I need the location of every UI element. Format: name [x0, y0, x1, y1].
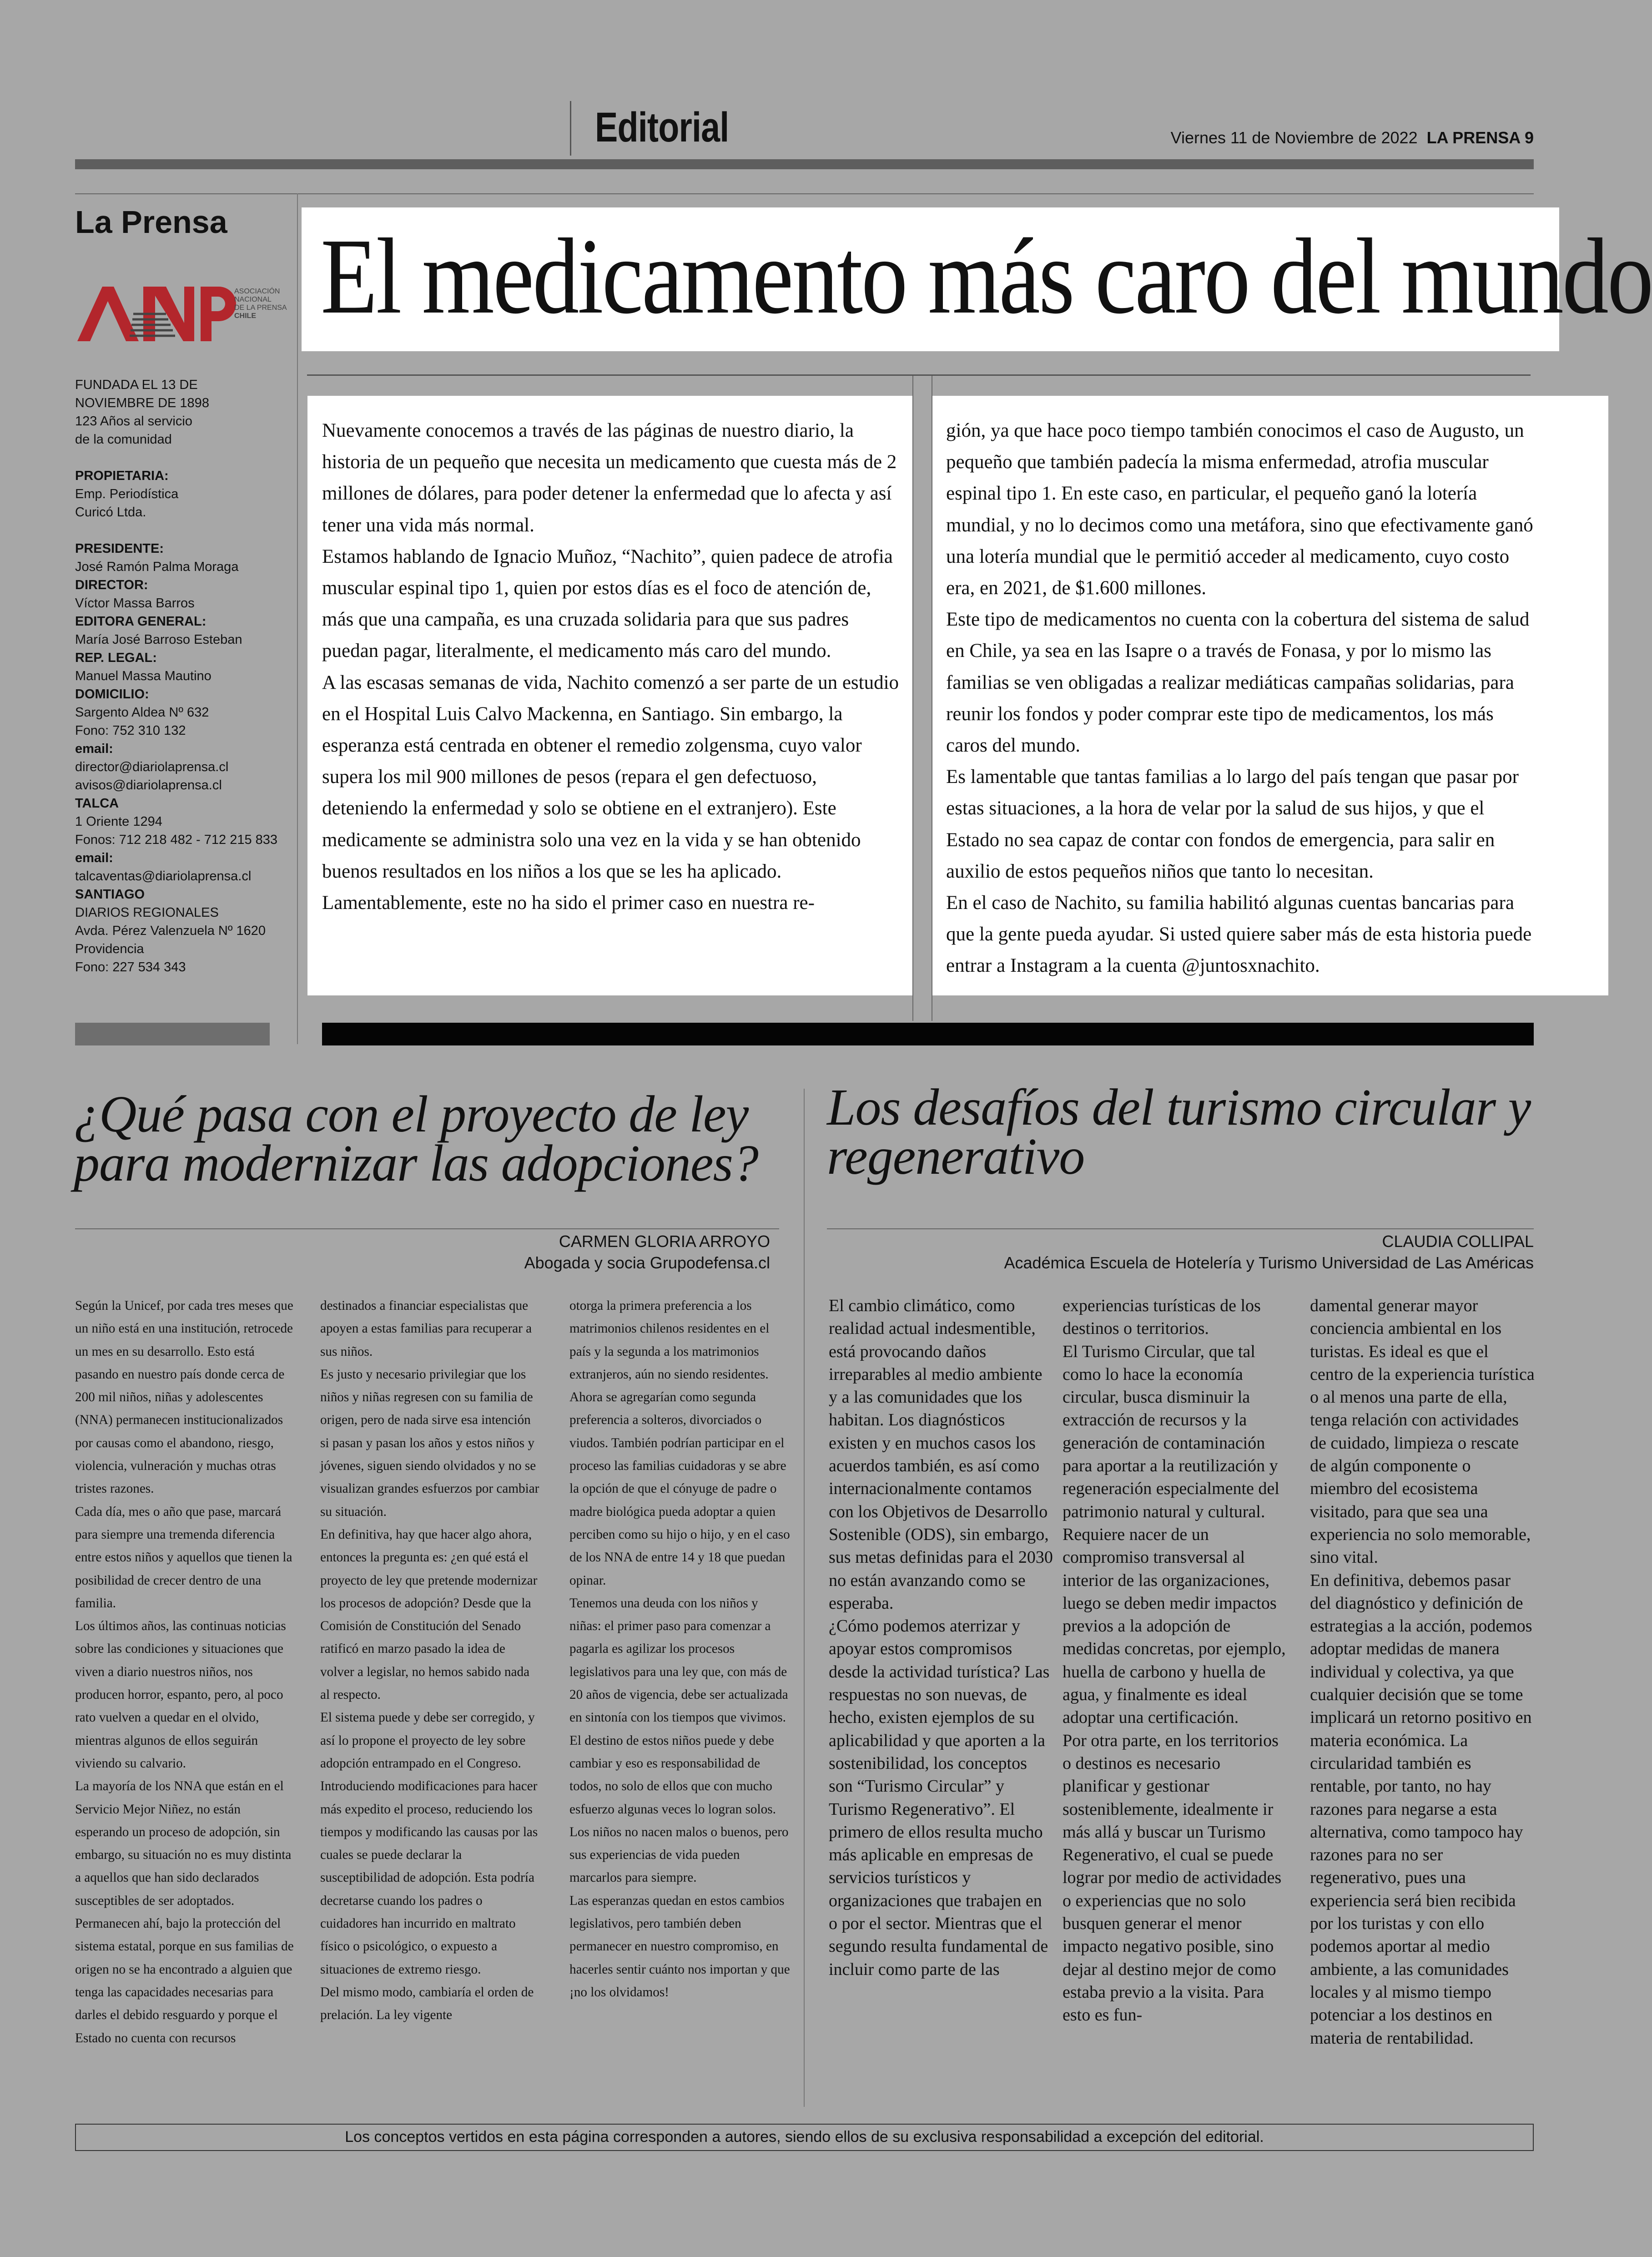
info-line: Avda. Pérez Valenzuela Nº 1620 — [75, 924, 266, 938]
paragraph: Es justo y necesario privilegiar que los niños y niñas regresen con su familia de origen, pero de nada sirve esa intención si pasan y pasan los años y estos niños y jóvenes, siguen siendo olvidados y no se visualizan grandes esfuerzos por cambiar su situación. — [320, 1367, 539, 1519]
editorial-bottom-bar — [322, 1023, 1534, 1045]
paragraph: El cambio climático, como realidad actual indesmentible, está provocando daños irreparables al medio ambiente y a las comunidades que los habitan. Los diagnósticos existen y en muchos casos los acuerdos también, es así como internacionalmente contamos con los Objetivos de Desarrollo Sostenible (ODS), sin embargo, sus metas definidas para el 2030 no están avanzando como se esperaba. — [829, 1296, 1053, 1613]
paragraph: destinados a financiar especialistas que apoyen a estas familias para recuperar a sus niños. — [320, 1298, 532, 1359]
masthead-info — [75, 376, 282, 976]
paragraph: Es lamentable que tantas familias a lo largo del país tengan que pasar por estas situaciones, a la hora de velar por la salud de sus hijos, y que el Estado no sea capaz de contar con fondos de emergencia, para salir en auxilio de estos pequeños niños que tanto lo necesitan. — [946, 766, 1519, 882]
masthead-grey-bar — [75, 1023, 270, 1045]
header-date-line — [1171, 128, 1534, 147]
masthead-divider — [297, 193, 298, 1044]
email-link[interactable]: director@diariolaprensa.cl — [75, 760, 229, 774]
header-divider — [570, 101, 571, 156]
info-label: EDITORA GENERAL: — [75, 614, 206, 629]
logo-line-2: NACIONAL — [234, 296, 272, 303]
paragraph: ¿Cómo podemos aterrizar y apoyar estos compromisos desde la actividad turística? Las respuestas no son nuevas, de hecho, existen ejemplos de su aplicabilidad y que aporten a la sostenibilidad, los conceptos son “Turismo Circular” y Turismo Regenerativo”. El primero de ellos resulta mucho más aplicable en empresas de servicios turísticos y organizaciones que trabajen en o por el sector. Mientras que el segundo resulta fundamental de incluir como parte de las — [829, 1616, 1050, 1979]
paragraph: gión, ya que hace poco tiempo también conocimos el caso de Augusto, un pequeño que también padecía la misma enfermedad, atrofia muscular espinal tipo 1. En este caso, en particular, el pequeño ganó la lotería mundial, y no lo decimos como una metáfora, sino que efectivamente ganó una lotería mundial que le permitió acceder al medicamento, cuyo costo era, en 2021, de $1.600 millones. — [946, 420, 1533, 599]
info-line: 123 Años al servicio — [75, 414, 192, 429]
info-line: Manuel Massa Mautino — [75, 669, 212, 683]
owner-block — [75, 467, 282, 521]
paragraph: Estamos hablando de Ignacio Muñoz, “Nachito”, quien padece de atrofia muscular espinal tipo 1, quien por estos días es el foco de atención de, más que una campaña, es una cruzada solidaria para que sus padres puedan pagar, literalmente, el medicamento más caro del mundo. — [322, 545, 893, 662]
paragraph: El Turismo Circular, que tal como lo hace la economía circular, busca disminuir la extracción de recursos y la generación de contaminación para aportar a la reutilización y regeneración especialmente del patrimonio natural y cultural. Requiere nacer de un compromiso transversal al interior de las organizaciones, luego se deben medir impactos previos a la adopción de medidas concretas, por ejemplo, huella de carbono y huella de agua, y finalmente es ideal adoptar una certificación. — [1063, 1342, 1286, 1727]
paragraph: Nuevamente conocemos a través de las páginas de nuestro diario, la historia de un pequeño que necesita un medicamento que cuesta más de 2 millones de dólares, para poder detener la enfermedad que lo afecta y así tener una vida más normal. — [322, 420, 897, 536]
paragraph: Lamentablemente, este no ha sido el primer caso en nuestra re- — [322, 892, 815, 914]
paragraph: En definitiva, hay que hacer algo ahora, entonces la pregunta es: ¿en qué está el proyecto de ley que pretende modernizar los procesos de adopción? Desde que la Comisión de Constitución del Senado ratificó en marzo pasado la idea de volver a legislar, no hemos sabido nada al respecto. — [320, 1527, 538, 1702]
opinion-1-byline — [75, 1231, 770, 1273]
opinion-1-rule — [75, 1228, 779, 1229]
info-label: PRESIDENTE: — [75, 541, 164, 556]
paper-page: LA PRENSA 9 — [1426, 128, 1534, 147]
info-label: SANTIAGO — [75, 887, 145, 902]
paragraph: Según la Unicef, por cada tres meses que un niño está en una institución, retrocede un mes en su desarrollo. Esto está pasando en nuestro país donde cerca de 200 mil niños, niñas y adolescentes (NNA) permanecen institucionalizados por causas como el abandono, riesgo, violencia, vulneración y muchas otras tristes razones. — [75, 1298, 293, 1496]
info-line: NOVIEMBRE DE 1898 — [75, 396, 209, 410]
paragraph: damental generar mayor conciencia ambiental en los turistas. Es ideal es que el centro de la experiencia turística o al menos una parte de ella, tenga relación con actividades de cuidado, limpieza o rescate de algún componente o miembro del ecosistema visitado, para que sea una experiencia no solo memorable, sino vital. — [1310, 1296, 1535, 1567]
info-label: PROPIETARIA: — [75, 469, 169, 483]
info-label: DIRECTOR: — [75, 578, 148, 592]
staff-block — [75, 540, 282, 976]
info-line: María José Barroso Esteban — [75, 632, 242, 647]
column-divider — [912, 376, 913, 1021]
info-line: Curicó Ltda. — [75, 505, 146, 520]
opinion-2-byline — [827, 1231, 1534, 1273]
logo-line-3: DE LA PRENSA — [234, 304, 287, 312]
paragraph: experiencias turísticas de los destinos o territorios. — [1063, 1296, 1261, 1338]
email-link[interactable]: avisos@diariolaprensa.cl — [75, 778, 222, 793]
logo-line-1: ASOCIACIÓN — [234, 288, 280, 295]
opinion-2-title: Los desafíos del turismo circular y regenerativo — [827, 1078, 1531, 1185]
author-role: Académica Escuela de Hotelería y Turismo Universidad de Las Américas — [1004, 1253, 1534, 1272]
opinion-1-column-3 — [569, 1294, 790, 2004]
section-title: Editorial — [595, 104, 729, 151]
opinion-1-title: ¿Qué pasa con el proyecto de ley para modernizar las adopciones? — [74, 1085, 758, 1192]
author-name: CLAUDIA COLLIPAL — [1382, 1232, 1534, 1251]
header-thin-rule — [75, 193, 1534, 194]
paragraph: En el caso de Nachito, su familia habilitó algunas cuentas bancarias para que la gente pueda ayudar. Si usted quiere saber más de esta historia puede entrar a Instagram a la cuenta @juntosxnachito. — [946, 892, 1532, 977]
paragraph: El sistema puede y debe ser corregido, y así lo propone el proyecto de ley sobre adopción entrampado en el Congreso. Introduciendo modificaciones para hacer más expedito el proceso, reduciendo los tiempos y modificando las causas por las cuales se puede declarar la susceptibilidad de adopción. Esta podría decretarse cuando los padres o cuidadores han incurrido en maltrato físico o psicológico, o expuesto a situaciones de extremo riesgo. — [320, 1710, 538, 1977]
info-line: Fonos: 712 218 482 - 712 215 833 — [75, 833, 278, 847]
info-line: José Ramón Palma Moraga — [75, 560, 239, 574]
info-label: REP. LEGAL: — [75, 651, 157, 665]
info-line: Fono: 227 534 343 — [75, 960, 186, 974]
logo-line-4: CHILE — [234, 312, 256, 320]
opinion-divider — [804, 1089, 805, 2107]
info-line: 1 Oriente 1294 — [75, 814, 162, 829]
paragraph: Los últimos años, las continuas noticias sobre las condiciones y situaciones que viven a diario nuestros niños, nos producen horror, espanto, pero, al poco rato vuelven a quedar en el olvido, mientras algunos de ellos seguirán viviendo su calvario. — [75, 1619, 286, 1771]
header-rule — [75, 159, 1534, 169]
author-role: Abogada y socia Grupodefensa.cl — [524, 1253, 770, 1272]
editorial-column-2 — [946, 415, 1537, 982]
paragraph: Del mismo modo, cambiaría el orden de prelación. La ley vigente — [320, 1984, 534, 2023]
paragraph: Las esperanzas quedan en estos cambios legislativos, pero también deben permanecer en nuestro compromiso, en hacerles sentir cuánto nos importan y que ¡no los olvidamos! — [569, 1893, 790, 1999]
info-line: Emp. Periodística — [75, 487, 179, 501]
paragraph: Cada día, mes o año que pase, marcará para siempre una tremenda diferencia entre estos niños y aquellos que tienen la posibilidad de crecer dentro de una familia. — [75, 1504, 292, 1611]
opinion-2-column-1 — [829, 1294, 1054, 1981]
issue-date: Viernes 11 de Noviembre de 2022 — [1170, 128, 1418, 147]
author-name: CARMEN GLORIA ARROYO — [559, 1232, 770, 1251]
opinion-2-column-3 — [1310, 1294, 1535, 2050]
paragraph: En definitiva, debemos pasar del diagnóstico y definición de estrategias a la acción, podemos adoptar medidas de manera individual y colectiva, ya que cualquier decisión que se tome implicará un retorno positivo en materia económica. La circularidad también es rentable, por tanto, no hay razones para negarse a esta alternativa, como tampoco hay razones para no ser regenerativo, pues una experiencia será bien recibida por los turistas y con ello podemos aportar al medio ambiente, a las comunidades locales y al mismo tiempo potenciar a los destinos en materia de rentabilidad. — [1310, 1570, 1532, 2048]
paragraph: La mayoría de los NNA que están en el Servicio Mejor Niñez, no están esperando un proceso de adopción, sin embargo, su situación no es muy distinta a aquellos que han sido declarados susceptibles de ser adoptados. Permanecen ahí, bajo la protección del sistema estatal, porque en sus familias de origen no se ha encontrado a alguien que tenga las capacidades necesarias para darles el debido resguardo y porque el Estado no cuenta con recursos — [75, 1779, 294, 2045]
info-line: Providencia — [75, 942, 144, 956]
editorial-column-1 — [322, 415, 900, 919]
info-line: FUNDADA EL 13 DE — [75, 378, 198, 392]
paragraph: Por otra parte, en los territorios o destinos es necesario planificar y gestionar sosteniblemente, idealmente ir más allá y buscar un Turismo Regenerativo, el cual se puede lograr por medio de actividades o experiencias que no solo busquen generar el menor impacto negativo posible, sino dejar al destino mejor de como estaba previo a la visita. Para esto es fun- — [1063, 1731, 1282, 2025]
email-link[interactable]: talcaventas@diariolaprensa.cl — [75, 869, 252, 884]
opinion-1-column-1 — [75, 1294, 296, 2050]
editorial-headline: El medicamento más caro del mundo — [321, 217, 1652, 336]
opinion-2-column-2 — [1063, 1294, 1288, 2027]
info-label: email: — [75, 742, 113, 756]
info-line: de la comunidad — [75, 432, 172, 447]
paragraph: otorga la primera preferencia a los matrimonios chilenos residentes en el país y la segunda a los matrimonios extranjeros, aún no siendo residentes. Ahora se agregarían como segunda preferencia a solteros, divorciados o viudos. También podrían participar en el proceso las familias cuidadoras y se abre la opción de que el cónyuge de padre o madre biológica pueda adoptar a quien perciben como su hijo o hijo, y en el caso de los NNA de entre 14 y 18 que puedan opinar. — [569, 1298, 790, 1588]
paragraph: Este tipo de medicamentos no cuenta con la cobertura del sistema de salud en Chile, ya sea en las Isapre o a través de Fonasa, y por lo mismo las familias se ven obligadas a realizar mediáticas campañas solidarias, para reunir los fondos y poder comprar este tipo de medicamentos, los más caros del mundo. — [946, 609, 1530, 757]
info-line: Víctor Massa Barros — [75, 596, 195, 611]
opinion-1-column-2 — [320, 1294, 541, 2027]
footer-disclaimer: Los conceptos vertidos en esta página corresponden a autores, siendo ellos de su exclusiva responsabilidad a excepción del editorial. — [345, 2128, 1264, 2146]
info-line: Fono: 752 310 132 — [75, 723, 186, 738]
paragraph: Tenemos una deuda con los niños y niñas: el primer paso para comenzar a pagarla es agilizar los procesos legislativos para una ley que, con más de 20 años de vigencia, debe ser actualizada en sintonía con los tiempos que vivimos. — [569, 1596, 788, 1725]
info-line: DIARIOS REGIONALES — [75, 905, 219, 920]
info-label: DOMICILIO: — [75, 687, 149, 702]
anp-logo — [75, 278, 287, 346]
info-label: TALCA — [75, 796, 119, 811]
masthead-name: La Prensa — [75, 204, 227, 240]
paragraph: El destino de estos niños puede y debe cambiar y eso es responsabilidad de todos, no solo de ellos que con mucho esfuerzo algunas veces lo logran solos. Los niños no nacen malos o buenos, pero sus experiencias de vida pueden marcarlos para siempre. — [569, 1733, 789, 1885]
founding-block — [75, 376, 282, 449]
editorial-rule — [307, 374, 1531, 376]
opinion-2-rule — [827, 1228, 1534, 1229]
info-line: Sargento Aldea Nº 632 — [75, 705, 209, 720]
paragraph: A las escasas semanas de vida, Nachito comenzó a ser parte de un estudio en el Hospital Luis Calvo Mackenna, en Santiago. Sin embargo, la esperanza está centrada en obtener el remedio zolgensma, cuyo valor supera los mil 900 millones de pesos (repara el gen defectuoso, deteniendo la enfermedad y solo se obtiene en el extranjero). Este medicamente se administra solo una vez en la vida y se han obtenido buenos resultados en los niños a los que se les ha aplicado. — [322, 672, 899, 882]
info-label: email: — [75, 851, 113, 865]
